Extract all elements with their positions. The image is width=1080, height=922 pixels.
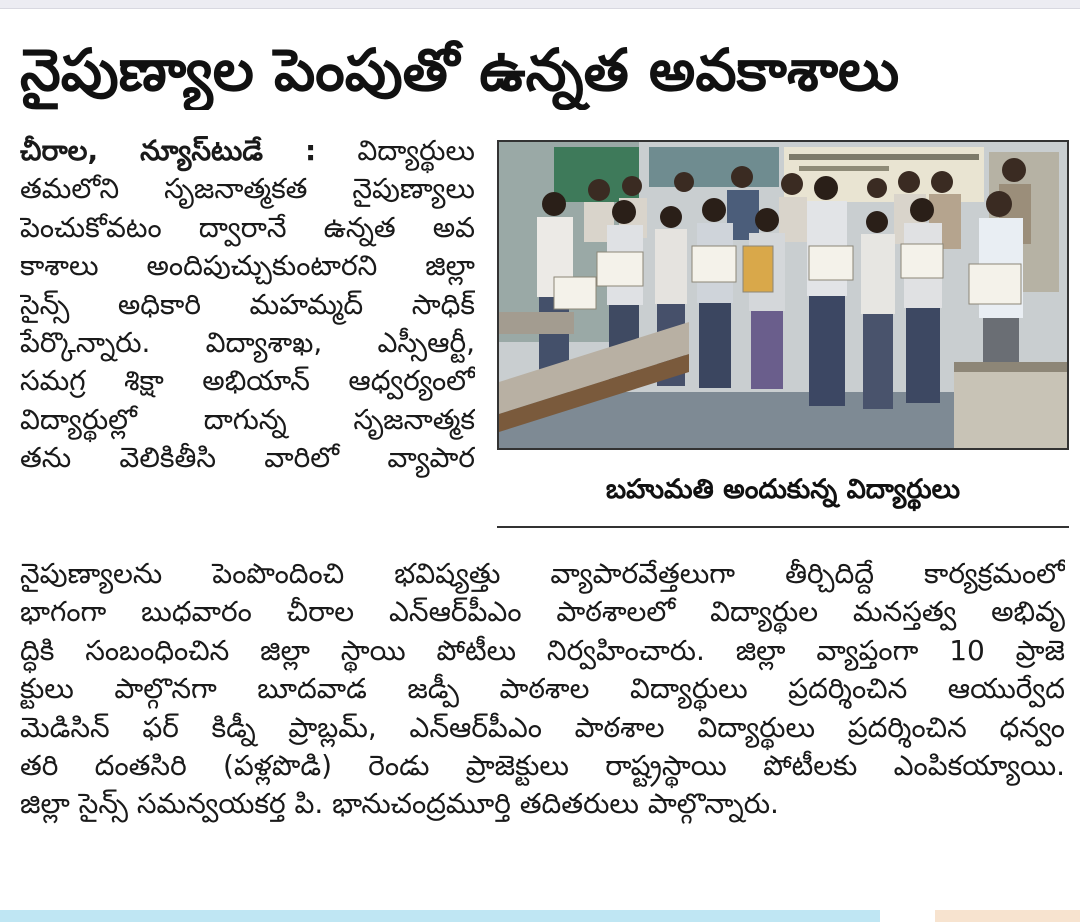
article-line-16: జిల్లా సైన్స్ సమన్వయకర్త పి. భానుచంద్రమూర్తి తదితరులు పాల్గొన్నారు.: [20, 787, 779, 821]
article-line-15: తరి దంతసిరి (పళ్లపొడి) రెండు ప్రాజెక్టులు రాష్ట్రస్థాయి పోటీలకు ఎంపికయ్యాయి.: [20, 748, 1065, 782]
article-full-width: [20, 555, 1065, 824]
article-line-11: భాగంగా బుధవారం చీరాల ఎన్ఆర్‌పీఎం పాఠశాలలో విద్యార్థుల మనస్తత్వ అభివృ: [20, 595, 1065, 629]
news-photo-image: [499, 142, 1067, 448]
news-photo: [497, 140, 1069, 450]
article-left-column: [20, 132, 475, 478]
bottom-band-peach: [935, 910, 1080, 922]
article-line-8: విద్యార్థుల్లో దాగున్న సృజనాత్మక: [20, 402, 475, 436]
article-line-13: క్టులు పాల్గొనగా బూదవాడ జడ్పీ పాఠశాల విద్యార్థులు ప్రదర్శించిన ఆయుర్వేద: [20, 672, 1065, 706]
article-line-10: నైపుణ్యాలను పెంపొందించి భవిష్యత్తు వ్యాపారవేత్తలుగా తీర్చిదిద్దే కార్యక్రమంలో: [20, 557, 1065, 590]
bottom-band: [0, 910, 1080, 922]
article-line-7: సమగ్ర శిక్షా అభియాన్ ఆధ్వర్యంలో: [20, 364, 475, 398]
article-line-9: తను వెలికితీసి వారిలో వ్యాపార: [20, 441, 475, 475]
article-line-14: మెడిసిన్ ఫర్ కిడ్నీ ప్రాబ్లమ్, ఎన్ఆర్‌పీఎం పాఠశాల విద్యార్థులు ప్రదర్శించిన ధన్వం: [20, 710, 1065, 744]
caption-rule: [497, 526, 1069, 528]
dateline: చీరాల, న్యూస్‌టుడే :: [20, 134, 317, 167]
article-line-3: పెంచుకోవటం ద్వారానే ఉన్నత అవ: [20, 210, 475, 244]
top-border: [0, 0, 1080, 9]
photo-caption: బహుమతి అందుకున్న విద్యార్థులు: [605, 474, 961, 505]
article-line-5: సైన్స్ అధికారి మహమ్మద్ సాధిక్: [20, 287, 475, 321]
article-line-2: తమలోని సృజనాత్మకత నైపుణ్యాలు: [20, 172, 475, 206]
article-line-12: ద్ధికి సంబంధించిన జిల్లా స్థాయి పోటీలు నిర్వహించారు. జిల్లా వ్యాప్తంగా 10 ప్రాజె: [20, 633, 1065, 667]
article-line-6: పేర్కొన్నారు. విద్యాశాఖ, ఎస్సీఆర్టీ,: [20, 325, 475, 359]
headline: నైపుణ్యాల పెంపుతో ఉన్నత అవకాశాలు: [20, 36, 900, 104]
bottom-band-blue: [0, 910, 880, 922]
article-line-4: కాశాలు అందిపుచ్చుకుంటారని జిల్లా: [20, 249, 475, 283]
article-line-1: చీరాల, న్యూస్‌టుడే : విద్యార్థులు: [20, 134, 475, 167]
